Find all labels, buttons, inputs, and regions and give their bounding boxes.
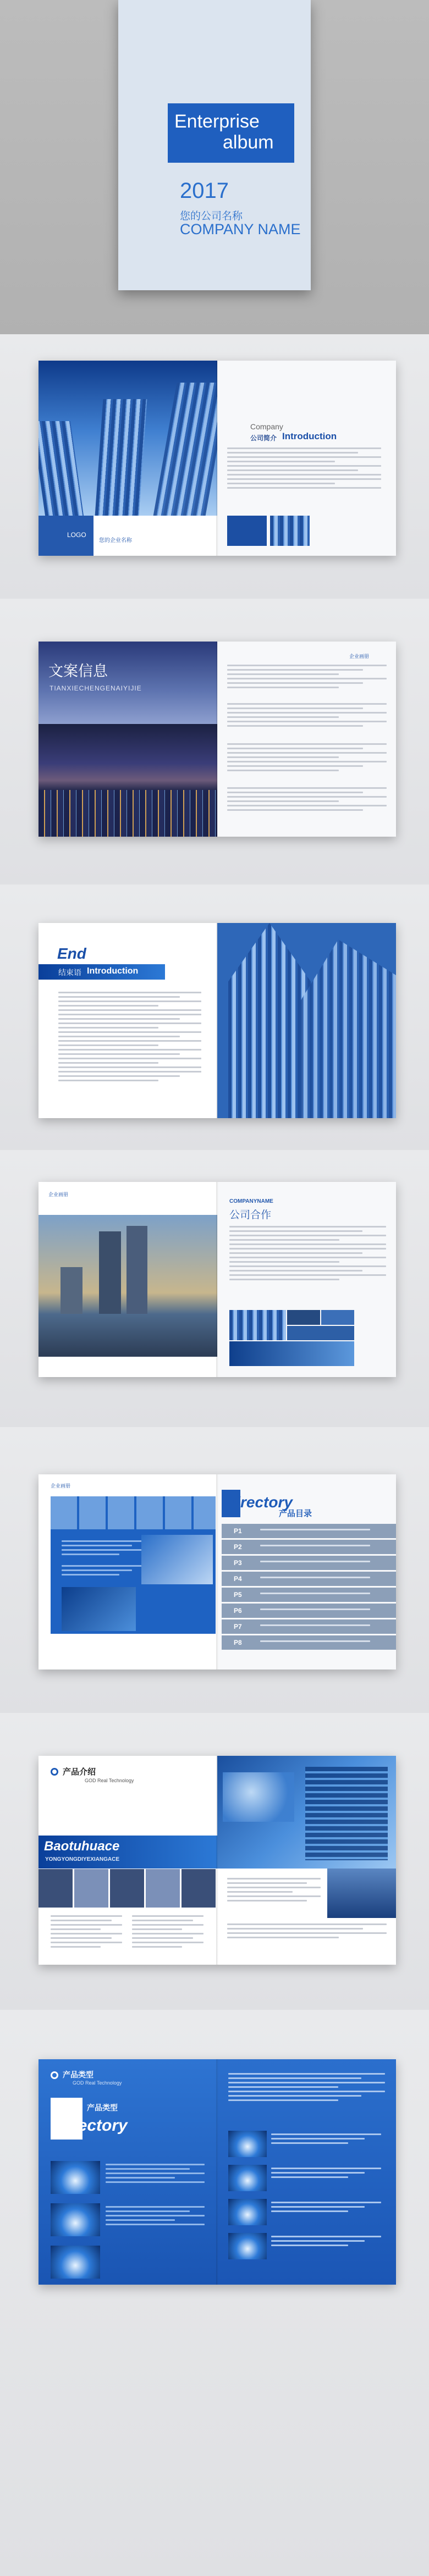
product-intro-text [228, 2073, 385, 2104]
end-body-text [58, 992, 201, 1084]
directory-row[interactable]: P5 [222, 1588, 396, 1602]
banner-sub-en: YONGYONGDIYEXIANGACE [45, 1856, 120, 1862]
directory-row[interactable]: P8 [222, 1635, 396, 1650]
banner-title-en: TIANXIECHENGENAIYIJIE [50, 684, 142, 692]
spread5-left-page [38, 1474, 217, 1670]
spread7-section [0, 2010, 429, 2576]
product-card-5[interactable] [228, 2165, 267, 2191]
spread3-right-page [217, 923, 396, 1118]
page-tag: 企业画册 [349, 654, 370, 659]
intro-body-text [227, 447, 381, 491]
logo-text: LOGO [67, 531, 86, 539]
coop-heading-en: COMPANYNAME [229, 1198, 273, 1204]
product-body-r1 [227, 1878, 321, 1904]
intro-heading-small: Company [250, 422, 283, 431]
spread2-right-page [217, 642, 396, 837]
body-text-1 [227, 665, 387, 691]
banner-title-cn: 文案信息 [48, 663, 108, 679]
product-body-right [132, 1915, 204, 1950]
directory-title-en: Directory [225, 1494, 293, 1511]
cover-title-line2: album [223, 132, 274, 153]
spread3 [38, 923, 396, 1118]
logo-subtitle: 您的企业名称 [99, 538, 132, 544]
product-body-left [51, 1915, 122, 1950]
cover-brochure [118, 0, 311, 290]
product-card-4[interactable] [228, 2131, 267, 2157]
spread7 [38, 2059, 396, 2285]
logo-box [38, 516, 94, 556]
city-night-photo [38, 724, 217, 837]
end-title: End [57, 945, 86, 962]
intro-heading-cn: 公司简介 [250, 434, 277, 442]
directory-collage [51, 1496, 216, 1634]
harbour-photo [38, 1215, 217, 1357]
cover-company-en: COMPANY NAME [180, 221, 301, 237]
cover-company-cn: 您的公司名称 [180, 211, 243, 222]
cover-section [0, 0, 429, 334]
intro-heading-en: Introduction [282, 431, 337, 441]
product-card-2-text [106, 2206, 205, 2228]
spread7-left-page [38, 2059, 217, 2285]
spread5-section [0, 1427, 429, 1713]
spread4-section [0, 1150, 429, 1427]
intro-photo-2 [270, 516, 310, 546]
product-card-1[interactable] [51, 2161, 100, 2194]
banner-photo [38, 642, 217, 724]
spread5-right-page [217, 1474, 396, 1670]
directory-row[interactable]: P1 [222, 1524, 396, 1538]
coop-photo-1 [229, 1310, 286, 1340]
coop-photo-3 [321, 1310, 354, 1325]
section-title-cn: 产品介绍 [63, 1767, 96, 1777]
spread6 [38, 1756, 396, 1965]
spread2 [38, 642, 396, 837]
section-title-en: GOD Real Technology [85, 1778, 134, 1783]
section-marker-icon [51, 2071, 58, 2079]
body-text-2 [227, 703, 387, 729]
spread7-right-page [217, 2059, 396, 2285]
body-text-3 [227, 743, 387, 774]
intro-photo-1 [227, 516, 267, 546]
product-card-1-text [106, 2164, 205, 2186]
coop-photo-4 [287, 1326, 354, 1340]
directory-row[interactable]: P4 [222, 1572, 396, 1586]
cover-title-box [168, 103, 294, 163]
spread4-right-page [217, 1182, 396, 1377]
spread6-right-page [217, 1756, 396, 1965]
directory-row[interactable]: P3 [222, 1556, 396, 1570]
product-card-7[interactable] [228, 2233, 267, 2259]
product-banner [38, 1836, 217, 1869]
spread3-section [0, 885, 429, 1150]
directory-big-en: Directory [55, 2116, 128, 2135]
section-title-cn: 产品类型 [63, 2070, 94, 2079]
cover-year: 2017 [180, 179, 229, 203]
directory-big-cn: 产品类型 [87, 2103, 118, 2112]
spread1-right-page [217, 361, 396, 556]
directory-row[interactable]: P6 [222, 1604, 396, 1618]
spread1-left-page [38, 361, 217, 556]
page-tag: 企业画册 [51, 1483, 71, 1489]
product-body-r2 [227, 1923, 387, 1941]
spread1 [38, 361, 396, 556]
end-banner [38, 964, 165, 980]
coop-photo-5 [229, 1341, 354, 1366]
spread6-left-page [38, 1756, 217, 1965]
spread2-section [0, 599, 429, 885]
section-title-en: GOD Real Technology [73, 2080, 122, 2086]
spread5 [38, 1474, 396, 1670]
directory-row[interactable]: P7 [222, 1619, 396, 1634]
directory-list [222, 1524, 396, 1651]
satellite-photo [327, 1869, 396, 1918]
body-text-4 [227, 787, 387, 814]
coop-body-text [229, 1226, 386, 1283]
product-card-2[interactable] [51, 2203, 100, 2236]
skyscraper-photo [38, 361, 217, 516]
coop-photo-2 [287, 1310, 320, 1325]
cover-title-line1: Enterprise [174, 111, 260, 132]
banner-big-en: Baotuhuace [44, 1839, 120, 1854]
product-card-6[interactable] [228, 2199, 267, 2225]
spread1-section [0, 334, 429, 599]
tech-collage [217, 1756, 396, 1869]
end-cn: 结束语 [58, 968, 81, 977]
directory-row[interactable]: P2 [222, 1540, 396, 1554]
spread4 [38, 1182, 396, 1377]
end-en: Introduction [87, 966, 139, 976]
directory-title-cn: 产品目录 [279, 1509, 312, 1518]
page-tag: 企业画册 [48, 1192, 69, 1197]
product-photo-row [38, 1869, 217, 1908]
spread2-left-page [38, 642, 217, 837]
product-card-3[interactable] [51, 2246, 100, 2279]
spread3-left-page [38, 923, 217, 1118]
section-marker-icon [51, 1768, 58, 1776]
spread6-section [0, 1713, 429, 2010]
spread4-left-page [38, 1182, 217, 1377]
coop-heading-cn: 公司合作 [229, 1209, 272, 1221]
